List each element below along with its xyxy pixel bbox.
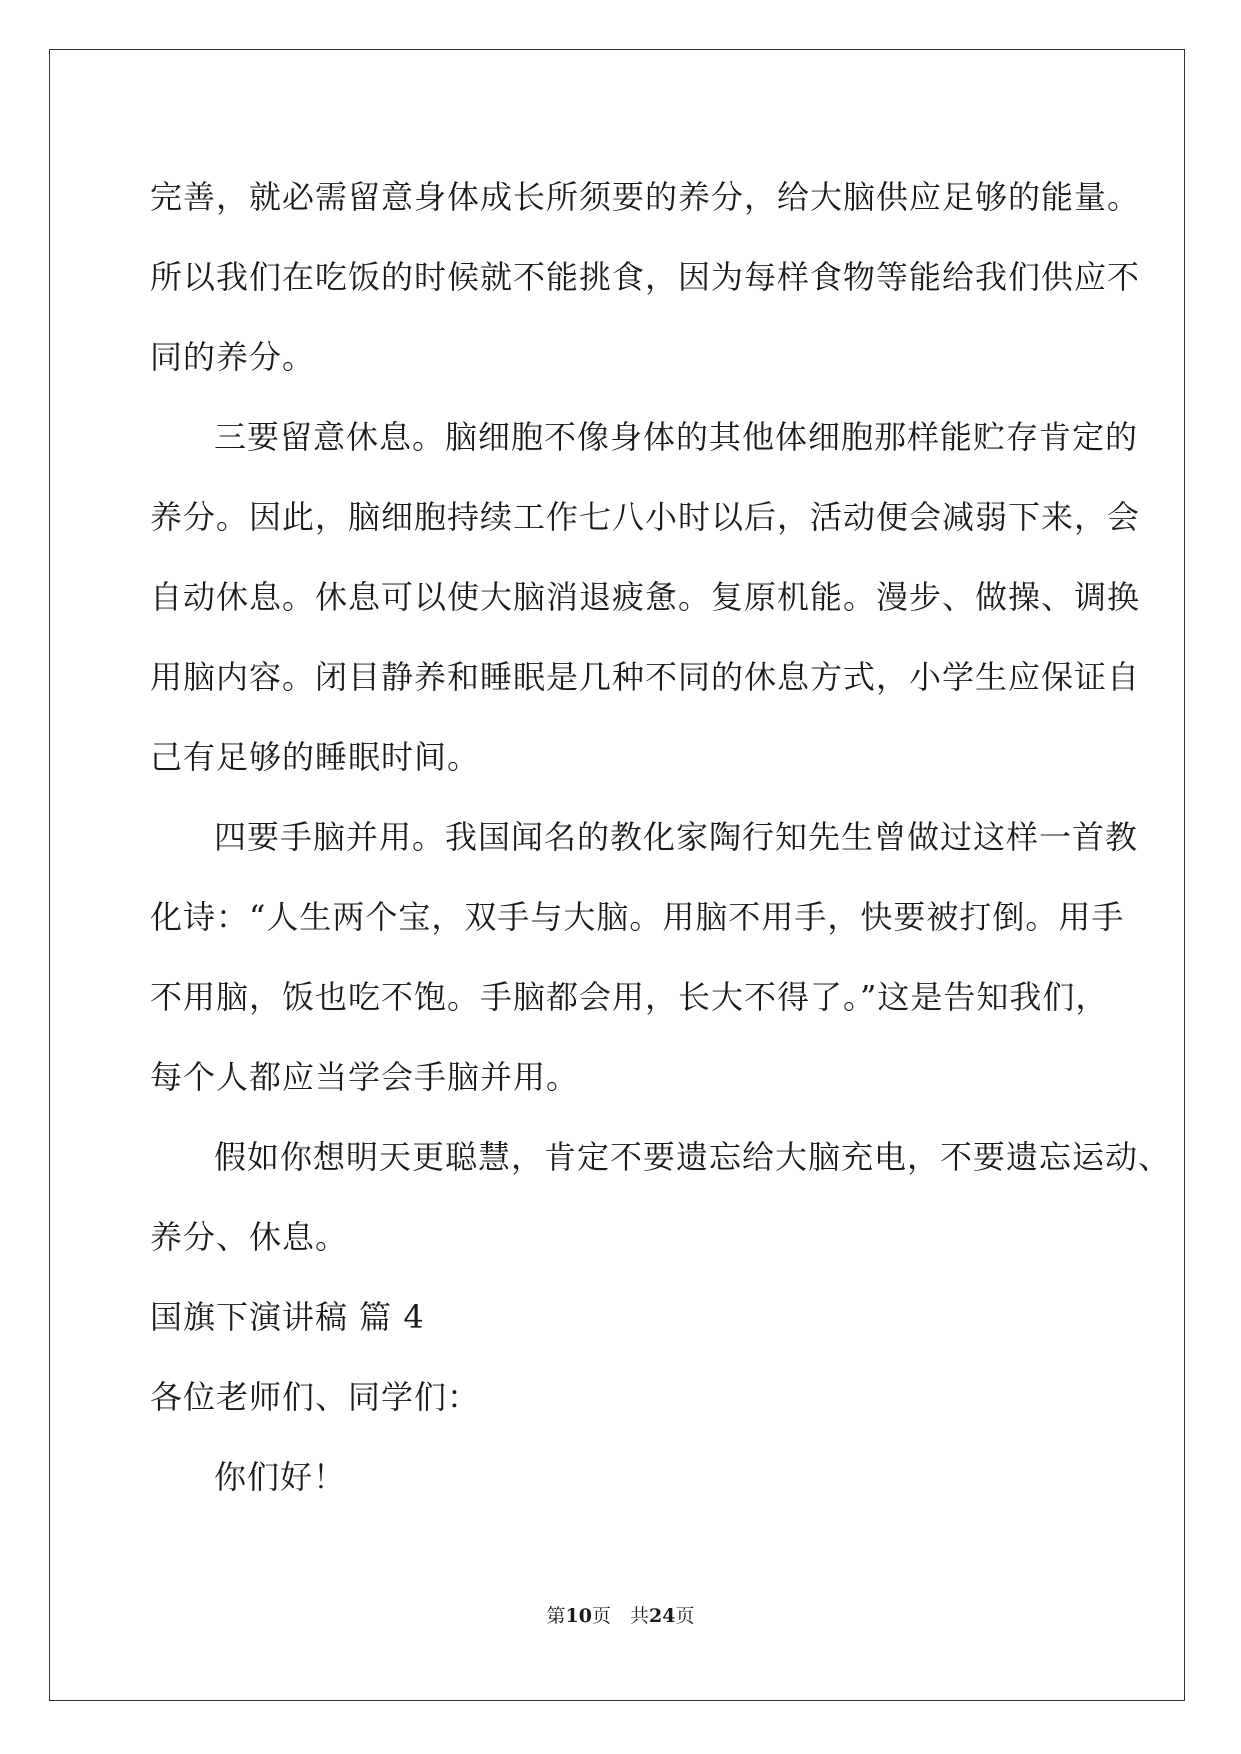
page-footer <box>0 1604 1241 1628</box>
current-page-number: 10 <box>565 1605 592 1627</box>
text-line: 所以我们在吃饭的时候就不能挑食，因为每样食物等能给我们供应不 <box>150 258 1141 296</box>
text-line: 完善，就必需留意身体成长所须要的养分，给大脑供应足够的能量。 <box>150 178 1141 216</box>
text-line: 自动休息。休息可以使大脑消退疲惫。复原机能。漫步、做操、调换 <box>150 578 1141 616</box>
text-line: 化诗：“人生两个宝，双手与大脑。用脑不用手，快要被打倒。用手 <box>150 898 1125 936</box>
text-line: 用脑内容。闭目静养和睡眠是几种不同的休息方式，小学生应保证自 <box>150 658 1141 696</box>
text-line: 养分、休息。 <box>150 1218 349 1256</box>
text-line: 每个人都应当学会手脑并用。 <box>150 1058 580 1096</box>
text-line: 同的养分。 <box>150 338 316 376</box>
paragraph-start-line: 四要手脑并用。我国闻名的教化家陶行知先生曾做过这样一首教 <box>214 818 1139 856</box>
total-pages-number: 24 <box>649 1605 676 1627</box>
text-line: 养分。因此，脑细胞持续工作七八小时以后，活动便会减弱下来，会 <box>150 498 1141 536</box>
document-body <box>150 157 1172 1517</box>
paragraph-start-line: 假如你想明天更聪慧，肯定不要遗忘给大脑充电，不要遗忘运动、 <box>214 1138 1172 1176</box>
section-heading: 国旗下演讲稿 篇 4 <box>150 1298 425 1336</box>
greeting: 你们好！ <box>214 1458 347 1496</box>
footer-prefix: 第 <box>546 1605 566 1627</box>
footer-mid: 页 共 <box>591 1605 649 1627</box>
text-line: 不用脑，饭也吃不饱。手脑都会用，长大不得了。”这是告知我们， <box>150 978 1109 1016</box>
paragraph-start-line: 三要留意休息。脑细胞不像身体的其他体细胞那样能贮存肯定的 <box>214 418 1139 456</box>
salutation: 各位老师们、同学们： <box>150 1378 481 1416</box>
footer-suffix: 页 <box>675 1605 695 1627</box>
text-line: 己有足够的睡眠时间。 <box>150 738 481 776</box>
